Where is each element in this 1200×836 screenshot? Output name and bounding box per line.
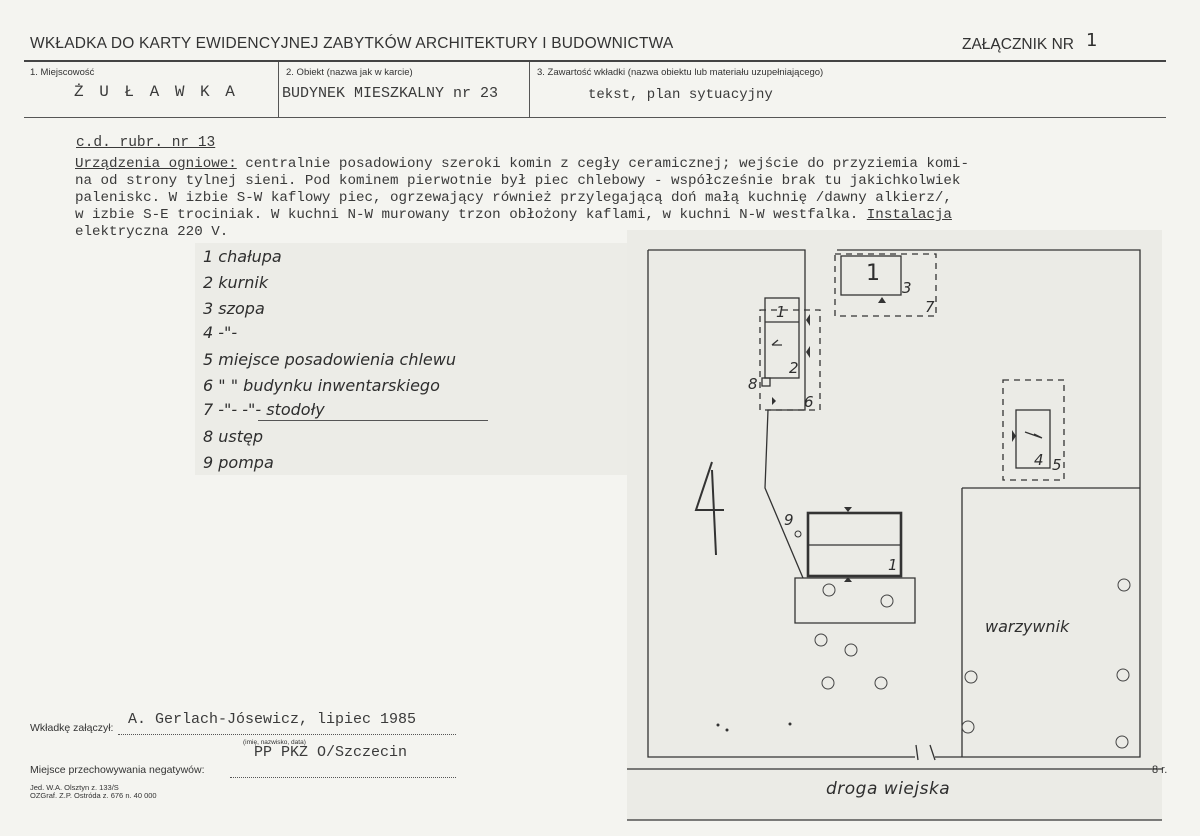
legend-item: 5 miejsce posadowienia chlewu — [203, 350, 456, 369]
entrance-marker — [806, 346, 810, 358]
dot-marker — [717, 724, 720, 727]
tree-icon — [845, 644, 857, 656]
plan-label: 1 — [866, 261, 880, 286]
north-arrow-icon — [696, 462, 724, 555]
plan-label: 3 — [902, 279, 912, 297]
gate-post — [916, 745, 918, 760]
plan-label: 1 — [888, 556, 898, 574]
legend-item: 4 -"- — [203, 323, 238, 342]
annex-label: ZAŁĄCZNIK NR — [962, 36, 1074, 53]
attached-by-value: A. Gerlach-Jósewicz, lipiec 1985 — [128, 711, 417, 728]
tree-icon — [823, 584, 835, 596]
body-line-4-underlined: Instalacja — [866, 207, 952, 223]
plan-label: 4 — [1034, 451, 1044, 469]
barn-site — [835, 254, 936, 316]
dot-marker — [726, 729, 729, 732]
garden-label: warzywnik — [985, 617, 1070, 636]
tree-icon — [1117, 669, 1129, 681]
plot-boundary-top-left — [648, 250, 805, 275]
legend-item: 6 " " budynku inwentarskiego — [203, 376, 440, 395]
trees — [815, 579, 1130, 748]
front-garden — [795, 578, 915, 623]
signature-hint: (imię, nazwisko, data) — [243, 739, 306, 746]
plan-label: 2 — [789, 359, 799, 377]
entrance-marker — [878, 297, 886, 303]
object-label: 2. Obiekt (nazwa jak w karcie) — [286, 67, 413, 78]
tree-icon — [881, 595, 893, 607]
body-line-1-text: centralnie posadowiony szeroki komin z cegły ceramicznej; wejście do przyziemia komi- — [236, 156, 969, 172]
pump-marker — [795, 531, 801, 537]
plan-label: 8 — [748, 375, 758, 393]
negatives-storage-value: PP PKZ O/Szczecin — [254, 744, 408, 761]
gate-post — [930, 745, 935, 760]
legend-item: 7 -"- -"- stodoły — [203, 400, 325, 419]
legend-item: 8 ustęp — [203, 427, 264, 446]
rubric-ref: c.d. rubr. nr 13 — [76, 135, 216, 151]
attached-by-line — [118, 734, 456, 735]
negatives-storage-line — [230, 777, 456, 778]
entrance-marker — [806, 314, 810, 326]
content-value: tekst, plan sytuacyjny — [588, 87, 773, 103]
entrance-marker — [844, 507, 852, 512]
entrance-marker — [772, 397, 776, 405]
plan-label: 1 — [776, 303, 786, 321]
negatives-storage-label: Miejsce przechowywania negatywów: — [30, 764, 205, 776]
legend-item: 3 szopa — [203, 299, 265, 318]
plot-boundary-right — [837, 250, 1140, 757]
body-line-4-text: w izbie S-E trociniak. W kuchni N-W murowany trzon obłożony kaflami, w kuchni N-W westfalka. — [75, 207, 867, 223]
place-value: Ż U Ł A W K A — [74, 83, 238, 101]
card-title: WKŁADKA DO KARTY EWIDENCYJNEJ ZABYTKÓW ARCHITEKTURY I BUDOWNICTWA — [30, 35, 674, 52]
legend-item: 9 pompa — [203, 453, 274, 472]
tree-icon — [1116, 736, 1128, 748]
tree-icon — [1118, 579, 1130, 591]
tree-icon — [962, 721, 974, 733]
annex-number: 1 — [1086, 30, 1098, 51]
road-scale-label: 8 r. — [1152, 764, 1168, 776]
tree-icon — [822, 677, 834, 689]
body-line-2: na od strony tylnej sieni. Pod kominem pierwotnie był piec chlebowy - współcześnie brak tu jakichkolwiek — [75, 173, 961, 189]
tree-icon — [815, 634, 827, 646]
toilet-shed — [762, 378, 770, 386]
tree-icon — [875, 677, 887, 689]
legend-item: 1 chałupa — [203, 247, 282, 266]
printer-imprint: OZGraf. Z.P. Ostróda z. 676 n. 40 000 — [30, 791, 157, 800]
plan-label: 7 — [925, 298, 935, 316]
place-label: 1. Miejscowość — [30, 67, 95, 78]
content-label: 3. Zawartość wkładki (nazwa obiektu lub materiału uzupełniającego) — [537, 67, 824, 78]
body-line-5: elektryczna 220 V. — [75, 224, 229, 240]
section-heading: Urządzenia ogniowe: — [75, 156, 237, 172]
coop-building — [1016, 410, 1050, 468]
road-label: droga wiejska — [826, 779, 951, 799]
printer-imprint: Jed. W.A. Olsztyn z. 133/S — [30, 783, 119, 792]
plan-label: 5 — [1052, 456, 1062, 474]
object-value: BUDYNEK MIESZKALNY nr 23 — [282, 85, 499, 102]
plan-label: 9 — [784, 511, 794, 529]
tree-icon — [965, 671, 977, 683]
body-line-3: paleniskc. W izbie S-W kaflowy piec, ogrzewający również przylegającą doń małą kuchnię /dawny alkierz/, — [75, 190, 952, 206]
dot-marker — [789, 723, 792, 726]
legend-item: 2 kurnik — [203, 273, 269, 292]
attached-by-label: Wkładkę załączył: — [30, 722, 114, 734]
plan-label: 6 — [804, 393, 814, 411]
